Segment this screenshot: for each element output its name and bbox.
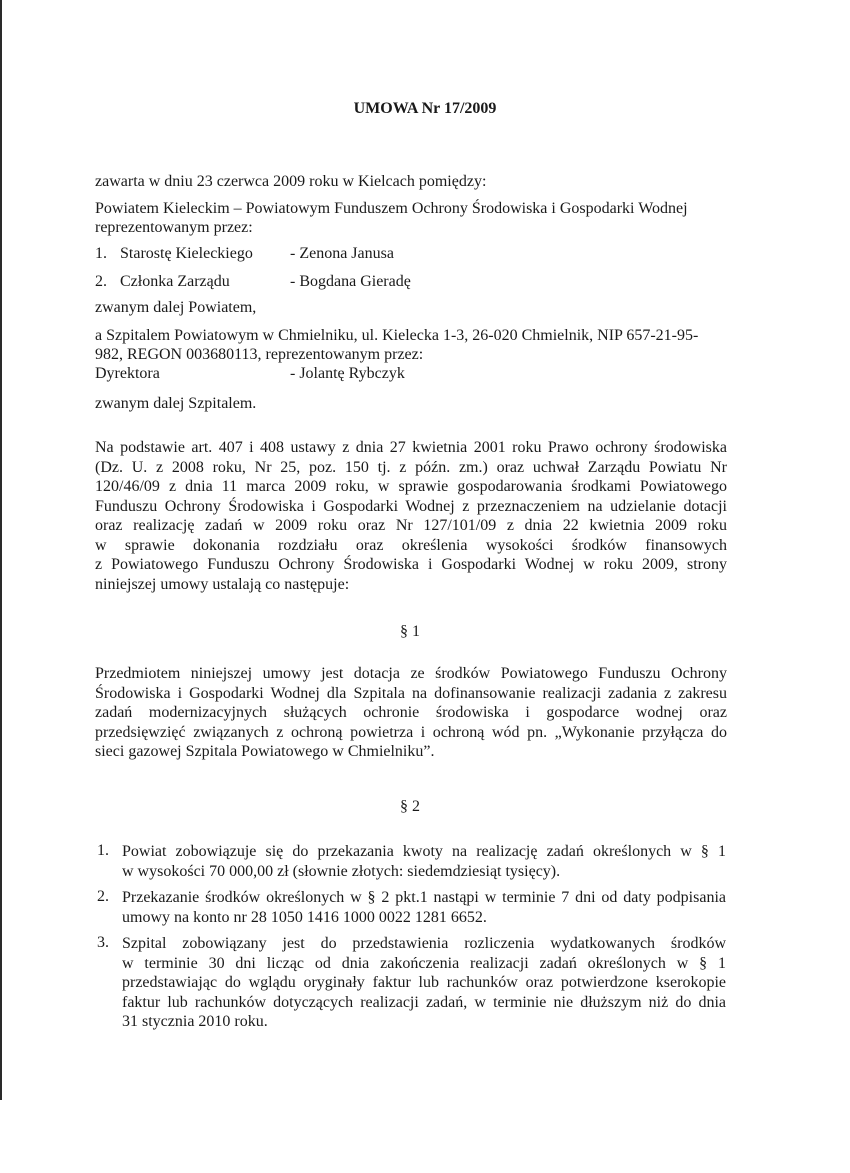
- item-3-line: przedstawiając do wglądu oryginały faktur lub rachunków oraz potwierdzone kserokopie: [122, 974, 726, 991]
- section-1-paragraph: [95, 664, 727, 762]
- preamble-line: z Powiatowego Funduszu Ochrony Środowiska i Gospodarki Wodnej w roku 2009, strony: [95, 556, 727, 573]
- item-3-text: [122, 934, 726, 1032]
- section-1-heading: § 1: [400, 623, 420, 640]
- preamble-line: 120/46/09 z dnia 11 marca 2009 roku, w sprawie gospodarowania środkami Powiatowego: [95, 478, 727, 495]
- section-2-heading: § 2: [400, 798, 420, 815]
- item-1-number: 1.: [97, 842, 109, 859]
- section-1-line: sieci gazowej Szpitala Powiatowego w Chmielniku”.: [95, 743, 435, 760]
- item-1-text: [122, 842, 726, 881]
- rep2-number: 2.: [95, 273, 107, 290]
- party2-name: - Jolantę Rybczyk: [290, 365, 405, 382]
- section-1-line: przedsięwzięć związanych z ochroną powietrza i ochroną wód pn. „Wykonanie przyłącza do: [95, 723, 727, 741]
- preamble-paragraph: [95, 438, 727, 594]
- party2-line-1: a Szpitalem Powiatowym w Chmielniku, ul. Kielecka 1-3, 26-020 Chmielnik, NIP 657-21-95-: [95, 327, 699, 344]
- item-2-line: Przekazanie środków określonych w § 2 pkt.1 nastąpi w terminie 7 dni od daty podpisania: [122, 889, 726, 906]
- party1-line-1: Powiatem Kieleckim – Powiatowym Funduszem Ochrony Środowiska i Gospodarki Wodnej: [95, 200, 688, 217]
- rep1-name: - Zenona Janusa: [290, 245, 394, 262]
- section-1-line: zadań modernizacyjnych służących ochronie środowiska i gospodarce wodnej oraz: [95, 704, 727, 721]
- item-1-line: Powiat zobowiązuje się do przekazania kwoty na realizację zadań określonych w § 1: [122, 843, 726, 860]
- item-3-line: faktur lub rachunków dotyczących realizacji zadań, w terminie nie dłuższym niż do dnia: [122, 993, 726, 1011]
- intro-line: zawarta w dniu 23 czerwca 2009 roku w Kielcach pomiędzy:: [95, 173, 487, 190]
- preamble-line: niniejszej umowy ustalają co następuje:: [95, 575, 350, 593]
- rep2-name: - Bogdana Gieradę: [290, 273, 411, 290]
- rep2-role: Członka Zarządu: [120, 273, 230, 290]
- section-1-line: Środowiska i Gospodarki Wodnej dla Szpitala na dofinansowanie realizacji zadania z zakresu: [95, 684, 727, 702]
- preamble-line: oraz realizację zadań w 2009 roku oraz Nr 127/101/09 z dnia 22 kwietnia 2009 roku: [95, 517, 727, 534]
- party2-alias: zwanym dalej Szpitalem.: [95, 395, 257, 412]
- preamble-line: w sprawie dokonania rozdziału oraz określenia wysokości środków finansowych: [95, 536, 727, 554]
- rep1-role: Starostę Kieleckiego: [120, 245, 253, 262]
- party1-line-2: reprezentowanym przez:: [95, 219, 253, 236]
- item-2-line: umowy na konto nr 28 1050 1416 1000 0022 1281 6652.: [122, 908, 487, 926]
- scan-edge-line: [0, 0, 2, 1100]
- rep1-number: 1.: [95, 245, 107, 262]
- item-3-line: 31 stycznia 2010 roku.: [122, 1013, 268, 1030]
- party1-alias: zwanym dalej Powiatem,: [95, 299, 257, 316]
- party2-line-2: 982, REGON 003680113, reprezentowanym przez:: [95, 346, 424, 363]
- preamble-line: Funduszu Ochrony Środowiska i Gospodarki Wodnej z przeznaczeniem na udzielanie dotacji: [95, 497, 727, 515]
- preamble-line: (Dz. U. z 2008 roku, Nr 25, poz. 150 tj. z późn. zm.) oraz uchwał Zarządu Powiatu Nr: [95, 458, 727, 476]
- item-2-text: [122, 888, 726, 927]
- preamble-line: Na podstawie art. 407 i 408 ustawy z dnia 27 kwietnia 2001 roku Prawo ochrony środowiska: [95, 439, 727, 456]
- section-1-line: Przedmiotem niniejszej umowy jest dotacja ze środków Powiatowego Funduszu Ochrony: [95, 665, 727, 682]
- item-2-number: 2.: [97, 888, 109, 905]
- item-3-line: w terminie 30 dni licząc od dnia zakończenia realizacji zadań określonych w § 1: [122, 954, 726, 972]
- item-3-number: 3.: [97, 934, 109, 951]
- document-title: UMOWA Nr 17/2009: [353, 100, 497, 117]
- item-3-line: Szpital zobowiązany jest do przedstawienia rozliczenia wydatkowanych środków: [122, 935, 726, 952]
- item-1-line: w wysokości 70 000,00 zł (słownie złotych: siedemdziesiąt tysięcy).: [122, 862, 561, 880]
- party2-role: Dyrektora: [95, 365, 160, 382]
